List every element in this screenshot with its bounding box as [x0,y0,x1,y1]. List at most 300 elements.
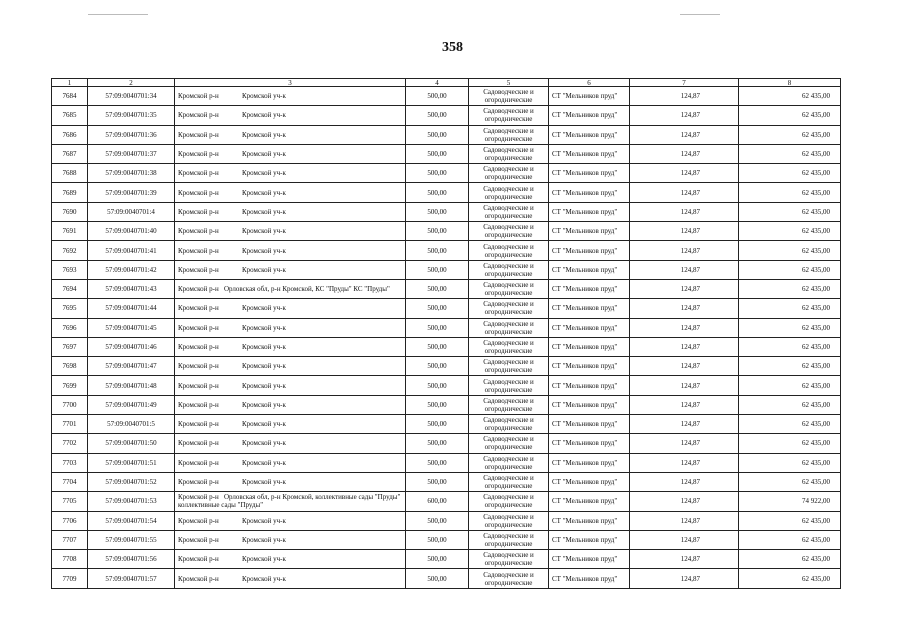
area-value: 500,00 [406,434,469,453]
cadastral-number: 57:09:0040701:44 [88,299,175,318]
table-row [52,395,841,414]
address-district: Кромской р-н [178,169,219,178]
land-use: Садоводческие и огороднические [469,357,549,376]
address-detail: Кромской уч-к [242,574,286,583]
scan-artifact-right [680,14,720,15]
cadastral-number: 57:09:0040701:42 [88,260,175,279]
cadastral-value: 62 435,00 [739,279,841,298]
header-row [52,79,841,87]
specific-value: 124,87 [630,260,739,279]
cadastral-number: 57:09:0040701:40 [88,222,175,241]
area-value: 500,00 [406,164,469,183]
address-detail: Кромской уч-к [242,150,286,159]
cadastral-number: 57:09:0040701:56 [88,550,175,569]
area-value: 500,00 [406,550,469,569]
address-detail: Кромской уч-к [242,188,286,197]
table-row [52,569,841,588]
address-cell [175,202,406,221]
cadastral-number: 57:09:0040701:38 [88,164,175,183]
land-use: Садоводческие и огороднические [469,260,549,279]
area-value: 500,00 [406,202,469,221]
table-row [52,125,841,144]
address-cell [175,318,406,337]
row-number: 7696 [52,318,88,337]
table-row [52,183,841,202]
address-cell [175,569,406,588]
land-use: Садоводческие и огороднические [469,318,549,337]
cadastral-number: 57:09:0040701:39 [88,183,175,202]
specific-value: 124,87 [630,472,739,491]
owner-name: СТ "Мельников пруд" [549,492,630,511]
address-cell [175,299,406,318]
address-cell [175,337,406,356]
owner-name: СТ "Мельников пруд" [549,144,630,163]
address-detail: Кромской уч-к [242,111,286,120]
address-cell [175,550,406,569]
land-use: Садоводческие и огороднические [469,434,549,453]
owner-name: СТ "Мельников пруд" [549,453,630,472]
area-value: 500,00 [406,569,469,588]
owner-name: СТ "Мельников пруд" [549,241,630,260]
address-detail: Кромской уч-к [242,478,286,487]
area-value: 500,00 [406,376,469,395]
specific-value: 124,87 [630,144,739,163]
owner-name: СТ "Мельников пруд" [549,260,630,279]
address-cell [175,376,406,395]
area-value: 500,00 [406,511,469,530]
row-number: 7703 [52,453,88,472]
row-number: 7702 [52,434,88,453]
cadastral-number: 57:09:0040701:48 [88,376,175,395]
row-number: 7692 [52,241,88,260]
address-cell [175,395,406,414]
row-number: 7694 [52,279,88,298]
cadastral-value: 62 435,00 [739,337,841,356]
row-number: 7707 [52,530,88,549]
cadastral-value: 62 435,00 [739,569,841,588]
specific-value: 124,87 [630,511,739,530]
table-row [52,318,841,337]
address-detail: Кромской уч-к [242,381,286,390]
owner-name: СТ "Мельников пруд" [549,357,630,376]
address-detail: Кромской уч-к [242,265,286,274]
address-detail: Орловская обл, р-н Кромской, КС "Пруды" КС "Пруды" [223,285,390,294]
specific-value: 124,87 [630,299,739,318]
row-number: 7701 [52,415,88,434]
column-header: 6 [549,79,630,87]
specific-value: 124,87 [630,453,739,472]
cadastral-value: 62 435,00 [739,511,841,530]
address-cell [175,241,406,260]
specific-value: 124,87 [630,395,739,414]
address-cell [175,260,406,279]
table-row [52,376,841,395]
cadastral-number: 57:09:0040701:50 [88,434,175,453]
cadastral-number: 57:09:0040701:47 [88,357,175,376]
owner-name: СТ "Мельников пруд" [549,183,630,202]
cadastral-number: 57:09:0040701:55 [88,530,175,549]
land-use: Садоводческие и огороднические [469,511,549,530]
address-cell [175,125,406,144]
land-use: Садоводческие и огороднические [469,222,549,241]
cadastral-number: 57:09:0040701:57 [88,569,175,588]
address-district: Кромской р-н [178,458,219,467]
table-row [52,144,841,163]
area-value: 500,00 [406,453,469,472]
address-district: Кромской р-н [178,439,219,448]
area-value: 500,00 [406,106,469,125]
land-use: Садоводческие и огороднические [469,376,549,395]
area-value: 500,00 [406,222,469,241]
table-row [52,222,841,241]
address-detail: Кромской уч-к [242,169,286,178]
address-detail: Кромской уч-к [242,555,286,564]
owner-name: СТ "Мельников пруд" [549,125,630,144]
address-district: Кромской р-н [178,420,219,429]
cadastral-number: 57:09:0040701:43 [88,279,175,298]
address-cell [175,530,406,549]
address-cell [175,434,406,453]
row-number: 7699 [52,376,88,395]
owner-name: СТ "Мельников пруд" [549,222,630,241]
address-cell [175,144,406,163]
area-value: 600,00 [406,492,469,511]
row-number: 7708 [52,550,88,569]
cadastral-number: 57:09:0040701:46 [88,337,175,356]
land-use: Садоводческие и огороднические [469,530,549,549]
specific-value: 124,87 [630,202,739,221]
owner-name: СТ "Мельников пруд" [549,279,630,298]
cadastral-value: 62 435,00 [739,530,841,549]
row-number: 7693 [52,260,88,279]
address-detail: Кромской уч-к [242,420,286,429]
address-detail: Кромской уч-к [242,439,286,448]
column-header: 3 [175,79,406,87]
scan-artifact-left [88,14,148,15]
specific-value: 124,87 [630,318,739,337]
table-row [52,357,841,376]
cadastral-number: 57:09:0040701:34 [88,87,175,106]
address-district: Кромской р-н [178,535,219,544]
address-district: Кромской р-н [178,150,219,159]
cadastral-value: 62 435,00 [739,472,841,491]
land-use: Садоводческие и огороднические [469,125,549,144]
column-header: 5 [469,79,549,87]
address-district: Кромской р-н [178,188,219,197]
address-district: Кромской р-н [178,111,219,120]
table-row [52,415,841,434]
cadastral-value: 62 435,00 [739,415,841,434]
row-number: 7687 [52,144,88,163]
table-row [52,279,841,298]
land-use: Садоводческие и огороднические [469,453,549,472]
area-value: 500,00 [406,279,469,298]
address-detail: Кромской уч-к [242,304,286,313]
cadastral-number: 57:09:0040701:35 [88,106,175,125]
owner-name: СТ "Мельников пруд" [549,415,630,434]
address-district: Кромской р-н [178,246,219,255]
owner-name: СТ "Мельников пруд" [549,569,630,588]
table-row [52,434,841,453]
table-row [52,511,841,530]
address-cell [175,279,406,298]
table-body [52,87,841,589]
area-value: 500,00 [406,260,469,279]
land-use: Садоводческие и огороднические [469,299,549,318]
row-number: 7698 [52,357,88,376]
specific-value: 124,87 [630,530,739,549]
area-value: 500,00 [406,337,469,356]
area-value: 500,00 [406,144,469,163]
address-district: Кромской р-н [178,323,219,332]
area-value: 500,00 [406,395,469,414]
owner-name: СТ "Мельников пруд" [549,106,630,125]
owner-name: СТ "Мельников пруд" [549,395,630,414]
specific-value: 124,87 [630,492,739,511]
area-value: 500,00 [406,357,469,376]
table-row [52,241,841,260]
cadastral-value: 62 435,00 [739,376,841,395]
row-number: 7709 [52,569,88,588]
address-detail: Кромской уч-к [242,535,286,544]
address-detail: Кромской уч-к [242,246,286,255]
column-header: 1 [52,79,88,87]
specific-value: 124,87 [630,241,739,260]
cadastral-value: 62 435,00 [739,222,841,241]
address-detail: Кромской уч-к [242,400,286,409]
address-detail: Кромской уч-к [242,227,286,236]
area-value: 500,00 [406,183,469,202]
cadastral-value: 62 435,00 [739,183,841,202]
address-district: Кромской р-н [178,304,219,313]
table-row [52,87,841,106]
area-value: 500,00 [406,241,469,260]
table-row [52,106,841,125]
column-header: 7 [630,79,739,87]
cadastral-value: 62 435,00 [739,318,841,337]
address-cell [175,87,406,106]
address-district: Кромской р-н [178,265,219,274]
specific-value: 124,87 [630,357,739,376]
land-use: Садоводческие и огороднические [469,183,549,202]
page-number: 358 [442,40,463,55]
cadastral-number: 57:09:0040701:37 [88,144,175,163]
cadastral-value: 62 435,00 [739,106,841,125]
owner-name: СТ "Мельников пруд" [549,318,630,337]
table-row [52,453,841,472]
land-use: Садоводческие и огороднические [469,415,549,434]
owner-name: СТ "Мельников пруд" [549,434,630,453]
cadastral-number: 57:09:0040701:49 [88,395,175,414]
address-cell [175,106,406,125]
land-use: Садоводческие и огороднические [469,395,549,414]
table-row [52,472,841,491]
land-use: Садоводческие и огороднические [469,87,549,106]
cadastral-number: 57:09:0040701:53 [88,492,175,511]
land-use: Садоводческие и огороднические [469,144,549,163]
owner-name: СТ "Мельников пруд" [549,511,630,530]
owner-name: СТ "Мельников пруд" [549,376,630,395]
table-row [52,164,841,183]
address-detail: Кромской уч-к [242,516,286,525]
cadastral-value: 62 435,00 [739,164,841,183]
address-detail: Кромской уч-к [242,458,286,467]
table-row [52,337,841,356]
table-row [52,202,841,221]
address-detail: Кромской уч-к [242,362,286,371]
cadastral-number: 57:09:0040701:5 [88,415,175,434]
address-detail: Кромской уч-к [242,207,286,216]
row-number: 7697 [52,337,88,356]
land-use: Садоводческие и огороднические [469,472,549,491]
land-use: Садоводческие и огороднические [469,550,549,569]
specific-value: 124,87 [630,434,739,453]
address-cell [175,222,406,241]
specific-value: 124,87 [630,164,739,183]
cadastral-value: 62 435,00 [739,453,841,472]
area-value: 500,00 [406,472,469,491]
row-number: 7686 [52,125,88,144]
address-district: Кромской р-н [178,478,219,487]
row-number: 7705 [52,492,88,511]
address-cell [175,164,406,183]
specific-value: 124,87 [630,337,739,356]
owner-name: СТ "Мельников пруд" [549,337,630,356]
specific-value: 124,87 [630,569,739,588]
address-cell [175,453,406,472]
cadastral-value: 62 435,00 [739,241,841,260]
specific-value: 124,87 [630,415,739,434]
table-row [52,260,841,279]
table-row [52,299,841,318]
specific-value: 124,87 [630,222,739,241]
table-row [52,530,841,549]
address-detail: Кромской уч-к [242,92,286,101]
owner-name: СТ "Мельников пруд" [549,299,630,318]
cadastral-value: 62 435,00 [739,125,841,144]
row-number: 7689 [52,183,88,202]
address-detail: Орловская обл, р-н Кромской, коллективные сады "Пруды" коллективные сады "Пруды" [178,493,401,510]
owner-name: СТ "Мельников пруд" [549,550,630,569]
row-number: 7695 [52,299,88,318]
cadastral-value: 62 435,00 [739,395,841,414]
row-number: 7690 [52,202,88,221]
cadastral-number: 57:09:0040701:54 [88,511,175,530]
address-district: Кромской р-н [178,92,219,101]
cadastral-value: 74 922,00 [739,492,841,511]
cadastral-value: 62 435,00 [739,202,841,221]
address-district: Кромской р-н [178,207,219,216]
land-use: Садоводческие и огороднические [469,202,549,221]
address-cell [175,415,406,434]
land-use: Садоводческие и огороднические [469,241,549,260]
address-detail: Кромской уч-к [242,323,286,332]
area-value: 500,00 [406,415,469,434]
cadastral-value: 62 435,00 [739,260,841,279]
cadastral-number: 57:09:0040701:36 [88,125,175,144]
address-district: Кромской р-н [178,285,219,294]
address-cell [175,472,406,491]
owner-name: СТ "Мельников пруд" [549,164,630,183]
specific-value: 124,87 [630,106,739,125]
address-detail: Кромской уч-к [242,130,286,139]
specific-value: 124,87 [630,87,739,106]
cadastral-number: 57:09:0040701:45 [88,318,175,337]
row-number: 7700 [52,395,88,414]
land-use: Садоводческие и огороднические [469,279,549,298]
cadastral-number: 57:09:0040701:4 [88,202,175,221]
address-cell [175,492,406,511]
row-number: 7685 [52,106,88,125]
row-number: 7688 [52,164,88,183]
table-row [52,492,841,511]
address-district: Кромской р-н [178,400,219,409]
address-district: Кромской р-н [178,130,219,139]
registry-table [51,78,841,589]
area-value: 500,00 [406,530,469,549]
cadastral-value: 62 435,00 [739,144,841,163]
address-district: Кромской р-н [178,227,219,236]
cadastral-value: 62 435,00 [739,299,841,318]
address-detail: Кромской уч-к [242,343,286,351]
land-use: Садоводческие и огороднические [469,106,549,125]
row-number: 7684 [52,87,88,106]
column-header: 8 [739,79,841,87]
address-cell [175,511,406,530]
table-row [52,550,841,569]
owner-name: СТ "Мельников пруд" [549,202,630,221]
column-header: 2 [88,79,175,87]
column-header: 4 [406,79,469,87]
address-district: Кромской р-н [178,343,219,351]
address-cell [175,183,406,202]
specific-value: 124,87 [630,550,739,569]
land-use: Садоводческие и огороднические [469,569,549,588]
row-number: 7706 [52,511,88,530]
cadastral-number: 57:09:0040701:52 [88,472,175,491]
row-number: 7691 [52,222,88,241]
land-use: Садоводческие и огороднические [469,337,549,356]
owner-name: СТ "Мельников пруд" [549,87,630,106]
address-cell [175,357,406,376]
owner-name: СТ "Мельников пруд" [549,530,630,549]
cadastral-value: 62 435,00 [739,434,841,453]
cadastral-number: 57:09:0040701:41 [88,241,175,260]
address-district: Кромской р-н [178,574,219,583]
area-value: 500,00 [406,125,469,144]
address-district: Кромской р-н [178,493,219,502]
address-district: Кромской р-н [178,516,219,525]
cadastral-value: 62 435,00 [739,357,841,376]
area-value: 500,00 [406,299,469,318]
specific-value: 124,87 [630,279,739,298]
area-value: 500,00 [406,318,469,337]
specific-value: 124,87 [630,183,739,202]
owner-name: СТ "Мельников пруд" [549,472,630,491]
address-district: Кромской р-н [178,555,219,564]
cadastral-value: 62 435,00 [739,550,841,569]
row-number: 7704 [52,472,88,491]
area-value: 500,00 [406,87,469,106]
cadastral-value: 62 435,00 [739,87,841,106]
specific-value: 124,87 [630,376,739,395]
address-district: Кромской р-н [178,381,219,390]
land-use: Садоводческие и огороднические [469,492,549,511]
specific-value: 124,87 [630,125,739,144]
address-district: Кромской р-н [178,362,219,371]
cadastral-number: 57:09:0040701:51 [88,453,175,472]
land-use: Садоводческие и огороднические [469,164,549,183]
